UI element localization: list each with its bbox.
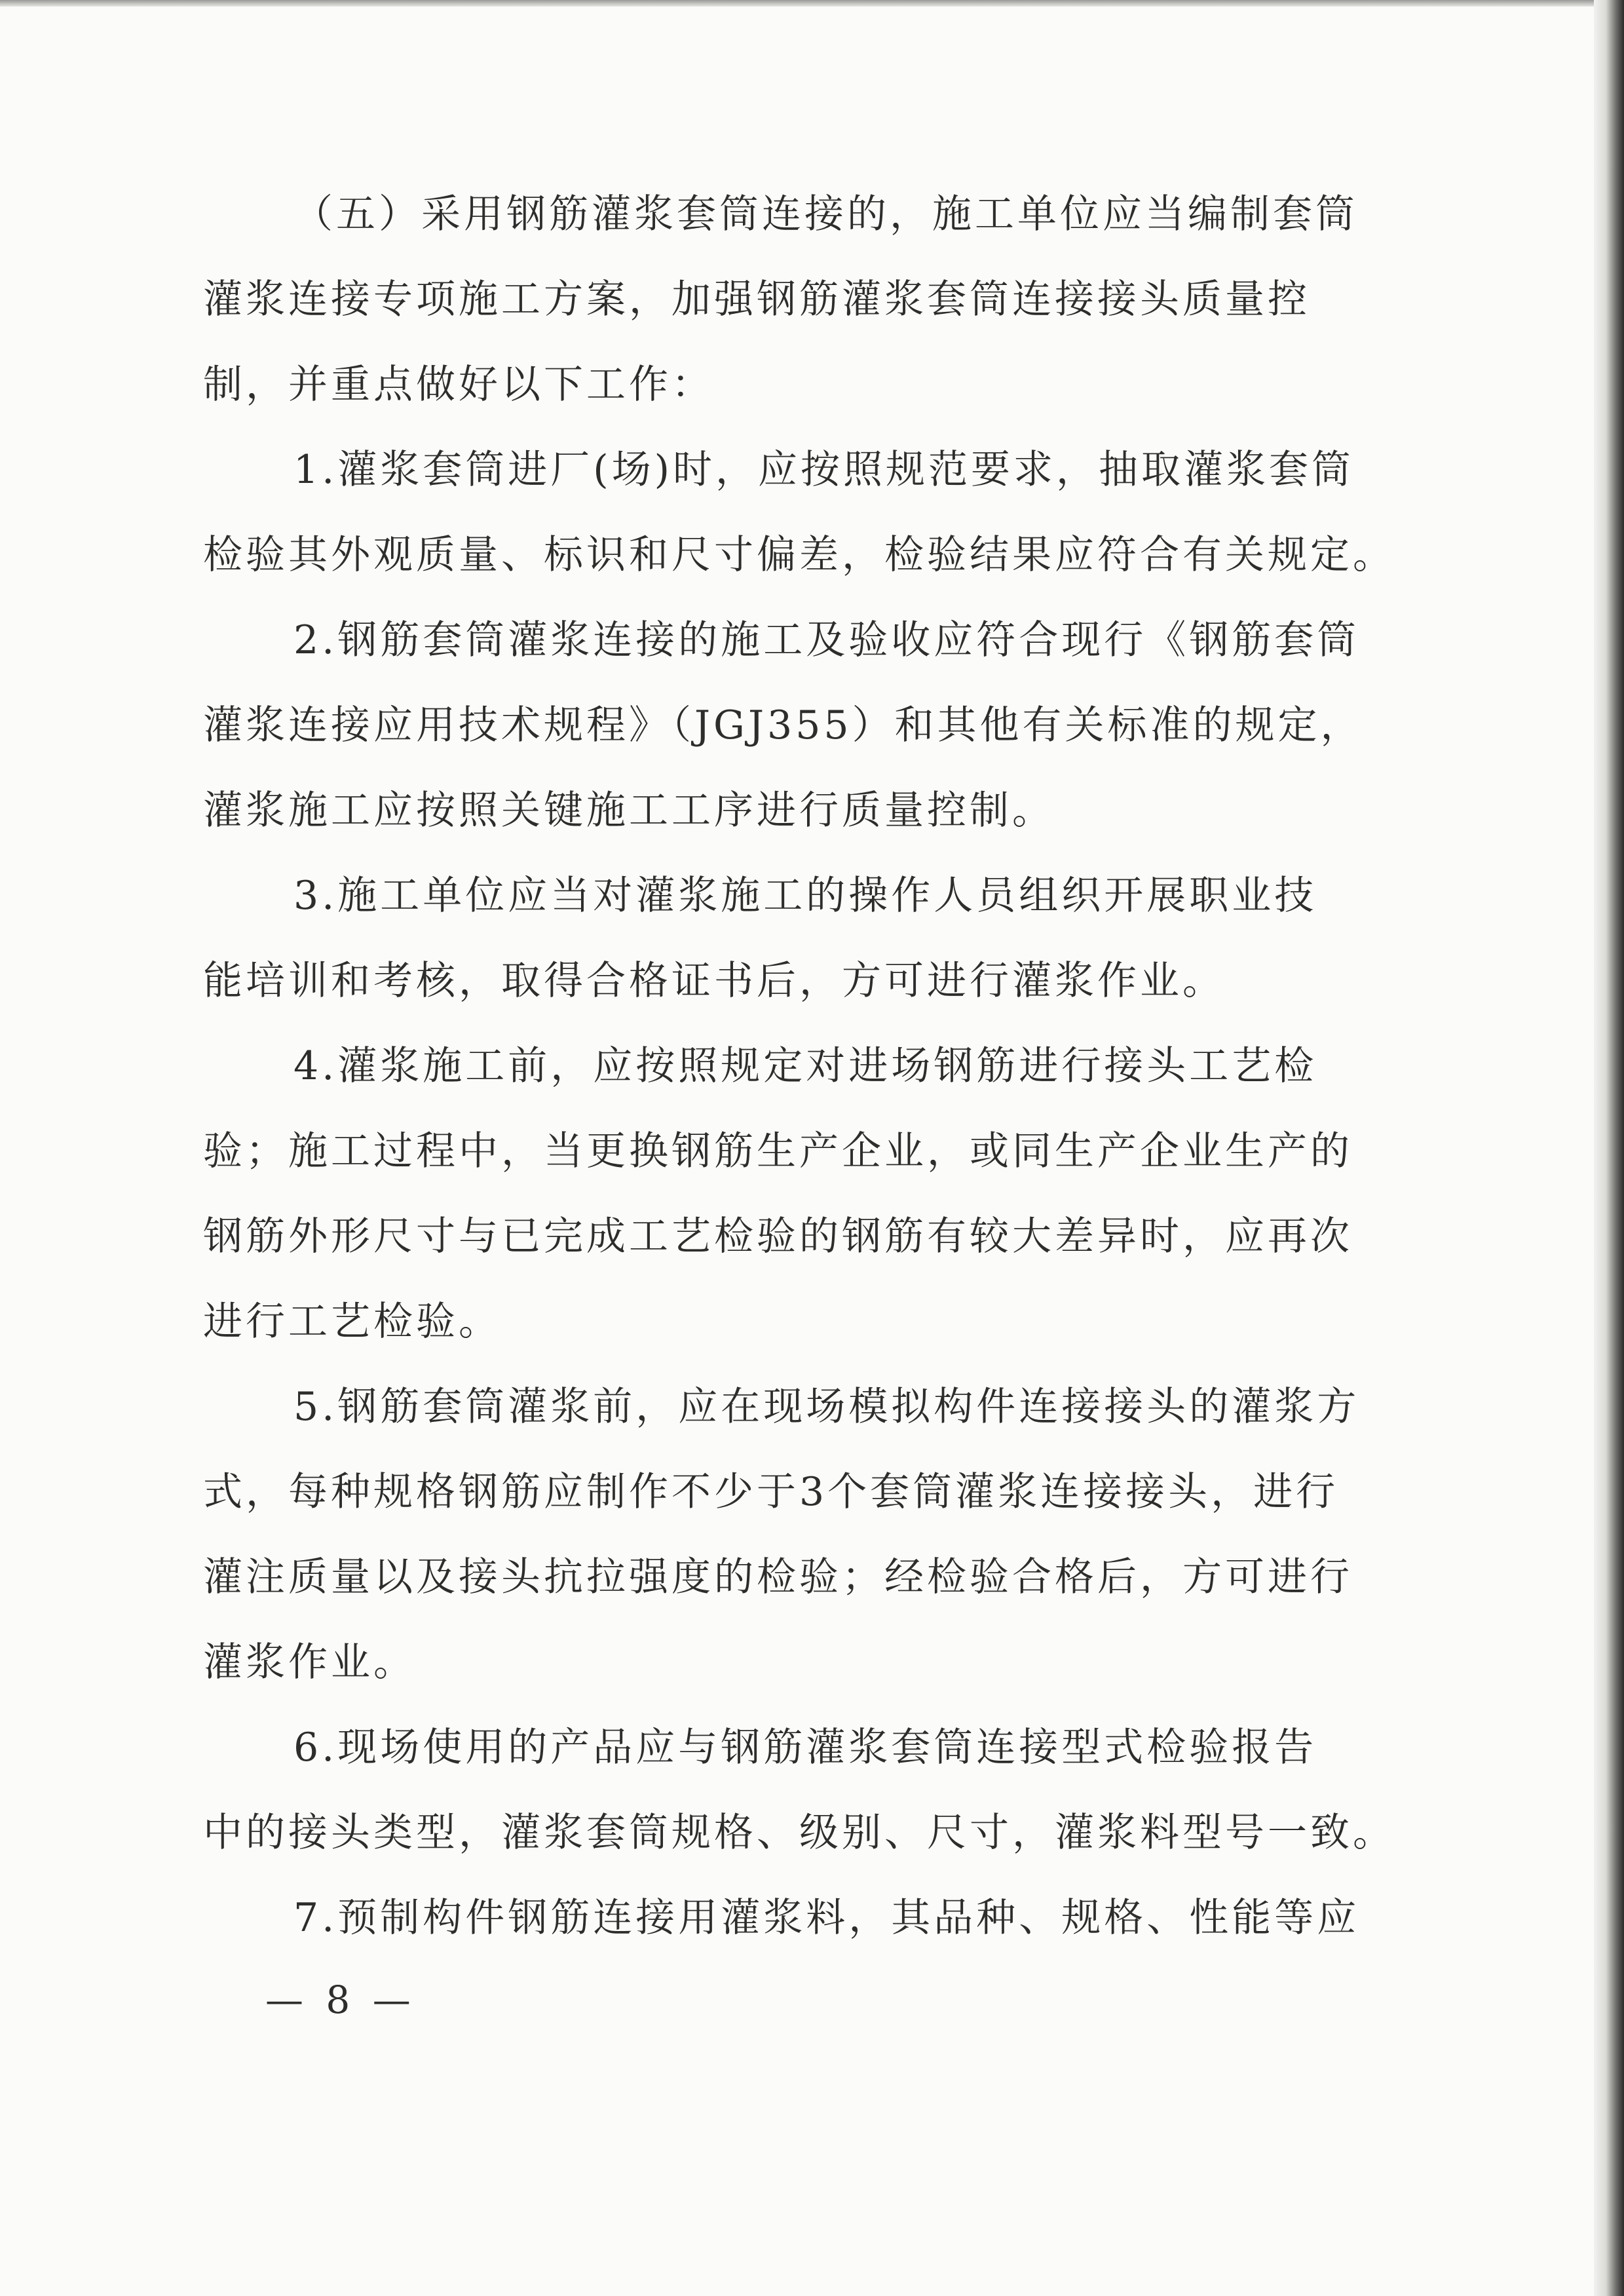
text-line: 式，每种规格钢筋应制作不少于3个套筒灌浆连接接头，进行 [203, 1469, 1339, 1515]
text-line: 灌浆连接应用技术规程》（JGJ355）和其他有关标准的规定， [203, 702, 1363, 748]
scan-right-edge [1594, 0, 1624, 2296]
scan-top-edge [0, 0, 1624, 7]
text-line: （五）采用钢筋灌浆套筒连接的，施工单位应当编制套筒 [293, 191, 1358, 237]
text-line: 6.现场使用的产品应与钢筋灌浆套筒连接型式检验报告 [293, 1725, 1317, 1770]
text-line: 1.灌浆套筒进厂(场)时，应按照规范要求，抽取灌浆套筒 [293, 447, 1355, 493]
text-line: 灌注质量以及接头抗拉强度的检验；经检验合格后，方可进行 [203, 1554, 1353, 1600]
text-line: 灌浆施工应按照关键施工工序进行质量控制。 [203, 788, 1055, 833]
text-line: 制，并重点做好以下工作： [203, 362, 714, 408]
text-line: 能培训和考核，取得合格证书后，方可进行灌浆作业。 [203, 958, 1225, 1004]
text-line: 灌浆连接专项施工方案，加强钢筋灌浆套筒连接接头质量控 [203, 277, 1310, 322]
text-line: 中的接头类型，灌浆套筒规格、级别、尺寸，灌浆料型号一致。 [203, 1810, 1395, 1856]
text-line: 5.钢筋套筒灌浆前，应在现场模拟构件连接接头的灌浆方 [293, 1384, 1360, 1430]
text-line: 灌浆作业。 [203, 1639, 416, 1685]
body-text [203, 172, 1395, 1961]
text-line: 检验其外观质量、标识和尺寸偏差，检验结果应符合有关规定。 [203, 532, 1395, 578]
page-number: — 8 — [265, 1978, 416, 2022]
text-line: 验；施工过程中，当更换钢筋生产企业，或同生产企业生产的 [203, 1128, 1353, 1174]
text-line: 进行工艺检验。 [203, 1299, 501, 1345]
text-line: 4.灌浆施工前，应按照规定对进场钢筋进行接头工艺检 [293, 1043, 1317, 1089]
text-line: 7.预制构件钢筋连接用灌浆料，其品种、规格、性能等应 [293, 1895, 1360, 1941]
text-line: 3.施工单位应当对灌浆施工的操作人员组织开展职业技 [293, 873, 1317, 919]
text-line: 2.钢筋套筒灌浆连接的施工及验收应符合现行《钢筋套筒 [293, 617, 1360, 663]
text-line: 钢筋外形尺寸与已完成工艺检验的钢筋有较大差异时，应再次 [203, 1214, 1353, 1259]
